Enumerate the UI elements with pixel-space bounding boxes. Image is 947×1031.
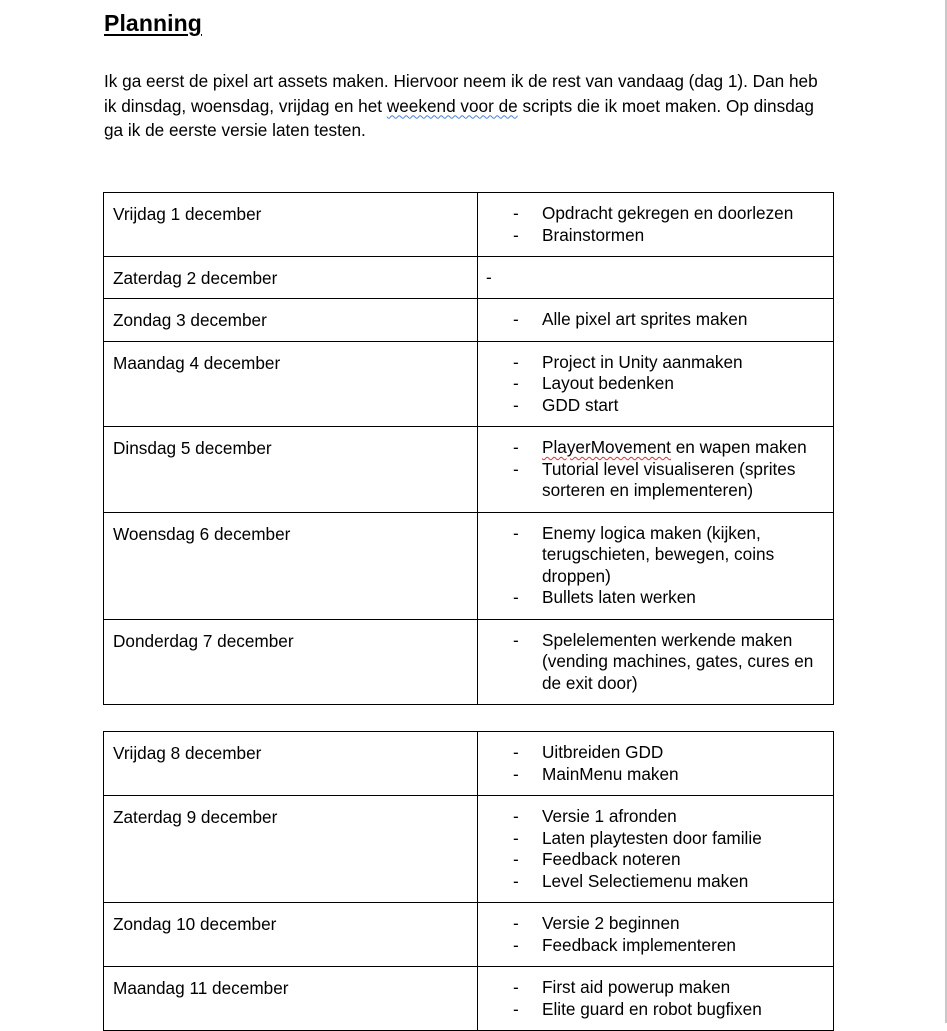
dash-bullet: - [513,977,519,997]
task-list [478,309,827,331]
dash-bullet: - [513,913,519,933]
intro-text-part1: Ik ga eerst de pixel art assets maken. Hiervoor neem ik de rest van vandaag (dag 1). Dan heb ik dinsdag, woensdag, vrijdag en het [104,71,818,116]
dash-bullet: - [513,309,519,329]
dash-bullet: - [513,806,519,826]
task-text: Versie 2 beginnen [542,913,680,933]
task-item [478,352,827,374]
day-cell[interactable]: Zaterdag 9 december [104,796,478,903]
dash-bullet: - [513,934,519,955]
task-text: Layout bedenken [542,373,674,393]
dash-bullet: - [513,522,519,543]
task-text: Feedback noteren [542,849,681,869]
tasks-cell[interactable] [478,341,834,427]
task-item [478,977,827,999]
task-text: MainMenu maken [542,763,679,784]
tasks-cell[interactable] [478,903,834,967]
dash-bullet: - [513,351,519,372]
task-list [478,203,827,246]
day-cell[interactable]: Maandag 11 december [104,967,478,1031]
day-cell[interactable]: Donderdag 7 december [104,619,478,705]
dash-bullet: - [513,629,519,650]
task-text: GDD start [542,394,619,415]
task-text: Opdracht gekregen en doorlezen [542,203,794,223]
task-list [478,352,827,417]
dash-bullet: - [513,437,519,457]
task-text: Enemy logica maken (kijken, terugschieten, bewegen, coins droppen) [542,522,775,586]
task-item [478,309,827,331]
task-list [478,630,827,695]
planning-table-week2 [103,731,834,1031]
table-row [104,732,834,796]
day-cell[interactable]: Vrijdag 1 december [104,193,478,257]
dash-bullet: - [513,827,519,848]
task-item [478,203,827,225]
table-row [104,903,834,967]
tasks-cell[interactable] [478,796,834,903]
task-list [478,742,827,785]
task-text: Elite guard en robot bugfixen [542,998,762,1019]
task-list [478,437,827,502]
task-item [478,935,827,957]
dash-bullet: - [513,763,519,784]
task-item [478,913,827,935]
task-text: Spelelementen werkende maken (vending machines, gates, cures en de exit door) [542,629,814,693]
task-item [478,630,827,695]
dash-bullet: - [513,373,519,393]
intro-paragraph[interactable] [104,69,824,143]
task-text: Feedback implementeren [542,934,736,955]
day-cell[interactable]: Zaterdag 2 december [104,257,478,299]
table-row [104,427,834,513]
table-row [104,796,834,903]
document-heading: Planning [104,10,202,36]
tasks-cell[interactable] [478,427,834,513]
day-cell[interactable]: Zondag 10 december [104,903,478,967]
day-cell[interactable]: Dinsdag 5 december [104,427,478,513]
task-list [478,977,827,1020]
task-list [478,523,827,609]
dash-bullet: - [513,849,519,869]
task-item [478,999,827,1021]
task-text: Bullets laten werken [542,587,696,607]
table-row [104,257,834,299]
dash-bullet: - [513,458,519,479]
task-text: Laten playtesten door familie [542,827,762,848]
task-text: en wapen maken [670,437,807,457]
tasks-cell[interactable] [478,967,834,1031]
task-item [478,523,827,588]
tasks-cell[interactable] [478,257,834,299]
dash-bullet: - [513,224,519,245]
task-item [478,459,827,502]
intro-text-part2: scripts die ik moet maken. Op dinsdag ga ik de eerste versie laten testen. [104,95,814,140]
task-list [478,806,827,892]
task-text: First aid powerup maken [542,977,731,997]
task-text: Uitbreiden GDD [542,742,664,762]
task-item [478,764,827,786]
task-item [478,373,827,395]
dash-bullet: - [513,870,519,891]
task-text: Project in Unity aanmaken [542,351,743,372]
task-text: Level Selectiemenu maken [542,870,749,891]
task-item [478,828,827,850]
table-row [104,967,834,1031]
task-item [478,437,827,459]
task-item [478,742,827,764]
dash-bullet: - [513,998,519,1019]
tasks-cell[interactable] [478,512,834,619]
tasks-cell[interactable] [478,619,834,705]
task-list [478,913,827,956]
tasks-cell[interactable] [478,732,834,796]
task-text: Alle pixel art sprites maken [542,309,748,329]
day-cell[interactable]: Zondag 3 december [104,299,478,342]
dash-bullet: - [513,587,519,607]
table-row [104,193,834,257]
dash-bullet: - [513,742,519,762]
task-text: Brainstormen [542,224,645,245]
table-row [104,619,834,705]
task-item [478,395,827,417]
day-cell[interactable]: Woensdag 6 december [104,512,478,619]
grammar-flagged-text[interactable]: weekend voor de [386,95,518,116]
task-item [478,225,827,247]
task-item [478,587,827,609]
task-text: Versie 1 afronden [542,806,677,826]
task-item [478,871,827,893]
tasks-cell[interactable] [478,193,834,257]
day-cell[interactable]: Maandag 4 december [104,341,478,427]
empty-task-dash: - [486,267,492,287]
task-item [478,806,827,828]
dash-bullet: - [513,394,519,415]
table-row [104,512,834,619]
tasks-cell[interactable] [478,299,834,342]
spelling-flagged-text[interactable]: PlayerMovement [542,437,671,457]
table-row [104,341,834,427]
day-cell[interactable]: Vrijdag 8 december [104,732,478,796]
table-row [104,299,834,342]
dash-bullet: - [513,203,519,223]
task-text: Tutorial level visualiseren (sprites sorteren en implementeren) [542,458,796,500]
planning-table-week1 [103,192,834,705]
task-item [478,849,827,871]
